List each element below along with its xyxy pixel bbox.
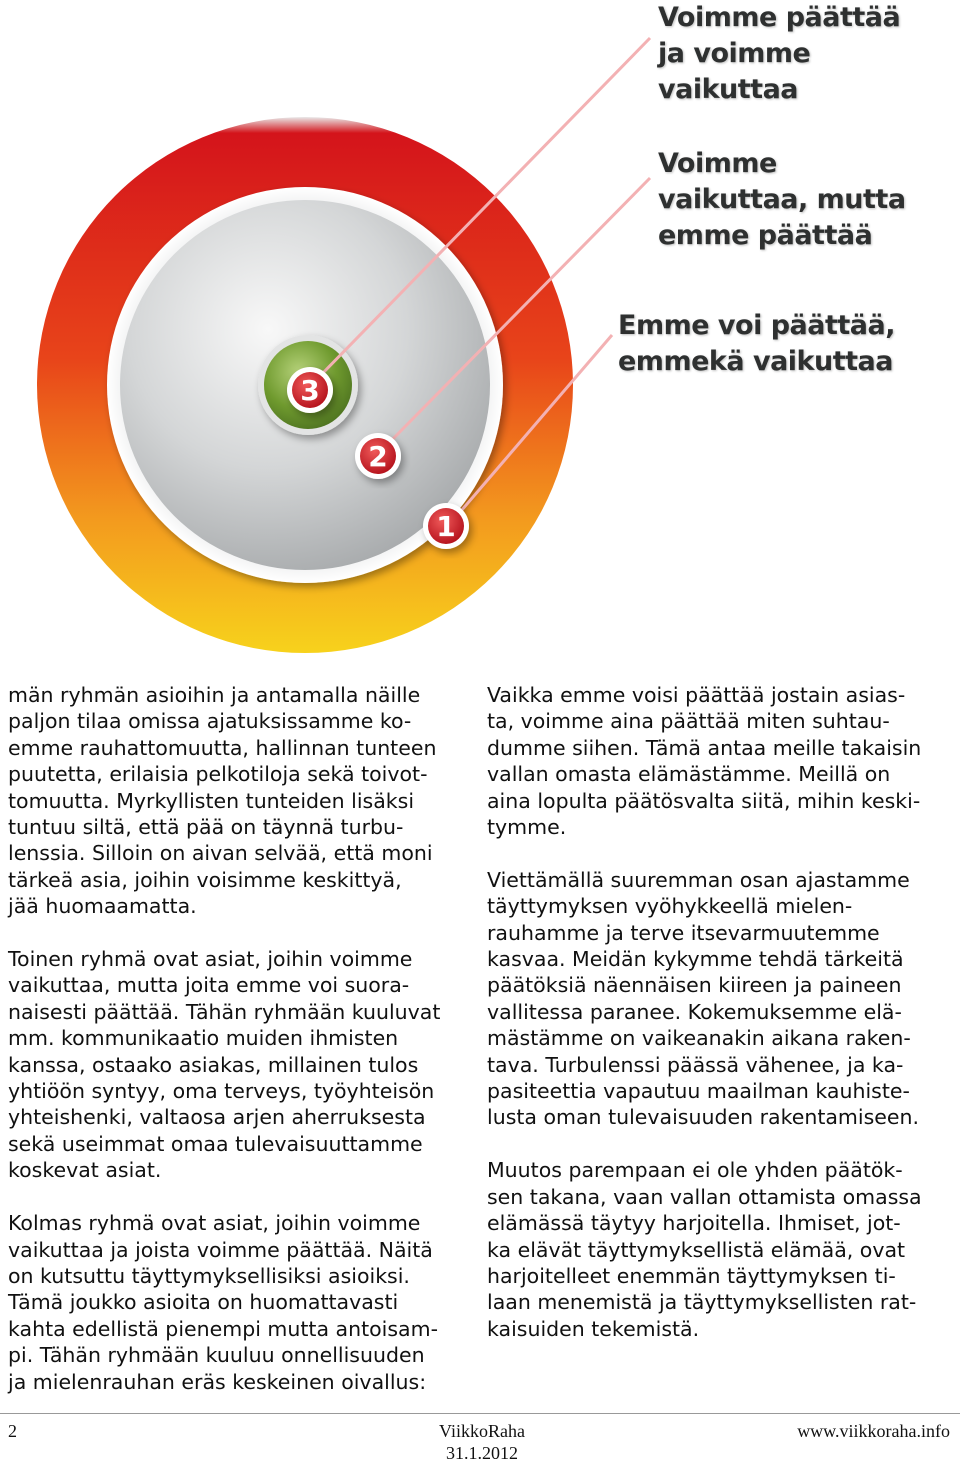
text-line: Tämä joukko asioita on huomattavasti xyxy=(8,1290,399,1315)
text-line: dumme siihen. Tämä antaa meille takaisin xyxy=(487,735,922,760)
text-line: pi. Tähän ryhmään kuuluu onnellisuuden xyxy=(8,1343,425,1368)
svg-text:3: 3 xyxy=(300,374,320,407)
callout-line: Voimme xyxy=(658,148,777,179)
callout-outer-zone xyxy=(618,308,895,380)
text-line: naisesti päättää. Tähän ryhmään kuuluvat xyxy=(8,999,441,1024)
page-number: 2 xyxy=(8,1421,17,1441)
text-line: emme rauhattomuutta, hallinnan tunteen xyxy=(8,735,437,760)
marker-inner xyxy=(287,367,333,413)
text-line: kanssa, ostaako asiakas, millainen tulos xyxy=(8,1052,419,1077)
callout-middle-zone xyxy=(658,146,906,254)
callout-line: emme päättää xyxy=(658,220,873,251)
text-line: rauhamme ja terve itsevarmuutemme xyxy=(487,920,880,945)
text-line: täyttymyksen vyöhykkeellä mielen- xyxy=(487,894,853,919)
paragraph xyxy=(8,946,478,1184)
text-line: puutetta, erilaisia pelkotiloja sekä toivot- xyxy=(8,762,428,787)
text-line: laan menemistä ja täyttymyksellisten rat- xyxy=(487,1290,917,1315)
text-line: ja mielenrauhan eräs keskeinen oivallus: xyxy=(8,1369,427,1394)
text-line: tomuutta. Myrkyllisten tunteiden lisäksi xyxy=(8,788,415,813)
text-line: tärkeä asia, joihin voisimme keskittyä, xyxy=(8,867,402,892)
text-line: vaikuttaa, mutta joita emme voi suora- xyxy=(8,973,410,998)
text-line: kasvaa. Meidän kykymme tehdä tärkeitä xyxy=(487,947,904,972)
text-line: tymme. xyxy=(487,815,567,840)
svg-text:2: 2 xyxy=(368,440,388,473)
text-line: jää huomaamatta. xyxy=(8,894,197,919)
text-line: yhtiöön syntyy, oma terveys, työyhteisön xyxy=(8,1079,435,1104)
text-line: paljon tilaa omissa ajatuksissamme ko- xyxy=(8,709,412,734)
zones-diagram xyxy=(0,0,960,660)
paragraph xyxy=(487,682,957,840)
text-line: kaisuiden tekemistä. xyxy=(487,1316,700,1341)
text-line: lusta oman tulevaisuuden rakentamiseen. xyxy=(487,1105,920,1130)
callout-line: ja voimme xyxy=(658,38,811,69)
text-line: pasiteettia vapautuu maailman kauhiste- xyxy=(487,1079,910,1104)
left-text-column xyxy=(8,682,478,1421)
text-line: tava. Turbulenssi päässä vähenee, ja ka- xyxy=(487,1052,904,1077)
text-line: lenssia. Silloin on aivan selvää, että moni xyxy=(8,841,433,866)
text-line: kahta edellistä pienempi mutta antoisam- xyxy=(8,1316,438,1341)
text-line: harjoitelleet enemmän täyttymyksen ti- xyxy=(487,1263,896,1288)
text-line: Viettämällä suuremman osan ajastamme xyxy=(487,867,910,892)
marker-middle xyxy=(355,433,401,479)
text-line: mm. kommunikaatio muiden ihmisten xyxy=(8,1026,399,1051)
text-line: tuntuu siltä, että pää on täynnä turbu- xyxy=(8,815,404,840)
callout-line: Voimme päättää xyxy=(658,2,901,33)
text-line: vallan omasta elämästämme. Meillä on xyxy=(487,762,891,787)
paragraph xyxy=(8,682,478,920)
callout-line: vaikuttaa, mutta xyxy=(658,184,906,215)
text-line: elämässä täytyy harjoitella. Ihmiset, jot- xyxy=(487,1211,901,1236)
text-line: Toinen ryhmä ovat asiat, joihin voimme xyxy=(8,947,413,972)
text-line: yhteishenki, valtaosa arjen aherruksesta xyxy=(8,1105,426,1130)
footer-url[interactable]: www.viikkoraha.info xyxy=(797,1421,950,1441)
text-line: sen takana, vaan vallan ottamista omassa xyxy=(487,1184,922,1209)
callout-line: vaikuttaa xyxy=(658,74,799,105)
text-line: sekä useimmat omaa tulevaisuuttamme xyxy=(8,1131,423,1156)
footer-date: 31.1.2012 xyxy=(446,1443,518,1463)
text-line: Vaikka emme voisi päättää jostain asias- xyxy=(487,683,906,707)
callout-inner-zone xyxy=(658,0,900,108)
footer-divider xyxy=(0,1413,960,1414)
text-line: vallitessa paranee. Kokemuksemme elä- xyxy=(487,999,902,1024)
text-line: mästämme on vaikeanakin aikana raken- xyxy=(487,1026,911,1051)
text-line: aina lopulta päätösvalta siitä, mihin keski- xyxy=(487,788,921,813)
svg-text:1: 1 xyxy=(436,510,456,543)
paragraph xyxy=(487,867,957,1131)
text-line: on kutsuttu täyttymyksellisiksi asioiksi. xyxy=(8,1263,410,1288)
text-line: Muutos parempaan ei ole yhden päätök- xyxy=(487,1158,903,1183)
text-line: ta, voimme aina päättää miten suhtau- xyxy=(487,709,890,734)
text-line: vaikuttaa ja joista voimme päättää. Näitä xyxy=(8,1237,433,1262)
text-line: ka elävät täyttymyksellistä elämää, ovat xyxy=(487,1237,906,1262)
paragraph xyxy=(8,1210,478,1395)
footer-brand: ViikkoRaha xyxy=(439,1421,525,1441)
text-line: koskevat asiat. xyxy=(8,1158,162,1183)
marker-outer xyxy=(423,503,469,549)
paragraph xyxy=(487,1157,957,1342)
right-text-column xyxy=(487,682,957,1369)
text-line: päätöksiä näennäisen kiireen ja paineen xyxy=(487,973,902,998)
callout-line: emmekä vaikuttaa xyxy=(618,346,893,377)
text-line: män ryhmän asioihin ja antamalla näille xyxy=(8,683,421,707)
callout-line: Emme voi päättää, xyxy=(618,310,896,341)
text-line: Kolmas ryhmä ovat asiat, joihin voimme xyxy=(8,1211,421,1236)
